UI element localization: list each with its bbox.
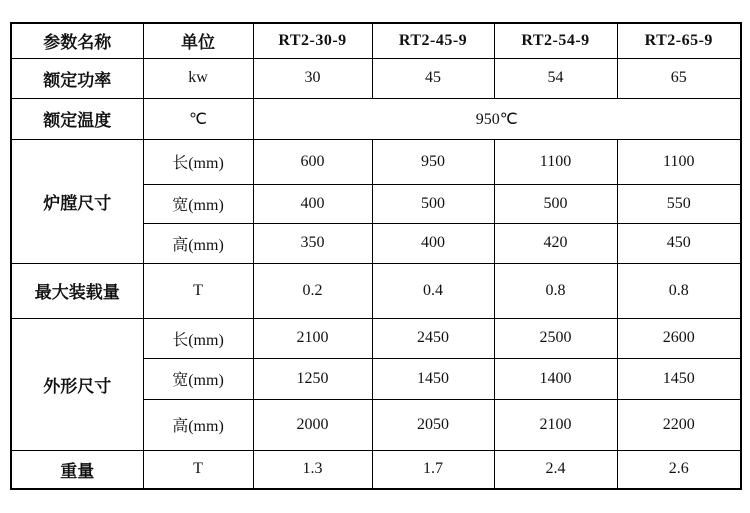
header-model-rt2-45-9: RT2-45-9 (372, 23, 494, 58)
value-cell: 400 (372, 223, 494, 263)
sub-label-length: 长(mm) (143, 318, 253, 358)
value-cell: 2000 (253, 399, 372, 450)
value-cell: 350 (253, 223, 372, 263)
value-cell: 1450 (617, 358, 741, 399)
unit-cell: T (143, 450, 253, 489)
value-cell: 54 (494, 58, 617, 98)
row-label-outer-size: 外形尺寸 (11, 318, 143, 450)
header-model-rt2-54-9: RT2-54-9 (494, 23, 617, 58)
value-cell: 500 (372, 184, 494, 223)
value-cell: 0.2 (253, 263, 372, 318)
row-rated-temp (11, 98, 741, 139)
header-model-rt2-65-9: RT2-65-9 (617, 23, 741, 58)
row-label-chamber-size: 炉膛尺寸 (11, 139, 143, 263)
value-cell: 0.8 (494, 263, 617, 318)
value-cell: 30 (253, 58, 372, 98)
unit-cell: T (143, 263, 253, 318)
row-rated-power (11, 58, 741, 98)
sub-label-height: 高(mm) (143, 223, 253, 263)
sub-label-width: 宽(mm) (143, 184, 253, 223)
row-weight (11, 450, 741, 489)
value-cell: 2600 (617, 318, 741, 358)
row-label-max-load: 最大装载量 (11, 263, 143, 318)
sub-label-length: 长(mm) (143, 139, 253, 184)
header-param-name: 参数名称 (11, 23, 143, 58)
value-cell: 2050 (372, 399, 494, 450)
header-unit: 单位 (143, 23, 253, 58)
value-cell: 2450 (372, 318, 494, 358)
header-model-rt2-30-9: RT2-30-9 (253, 23, 372, 58)
value-cell: 0.4 (372, 263, 494, 318)
row-label-rated-power: 额定功率 (11, 58, 143, 98)
value-cell: 2100 (494, 399, 617, 450)
unit-cell: kw (143, 58, 253, 98)
value-cell: 1450 (372, 358, 494, 399)
sub-label-height: 高(mm) (143, 399, 253, 450)
value-cell: 45 (372, 58, 494, 98)
value-cell: 1.7 (372, 450, 494, 489)
value-cell: 65 (617, 58, 741, 98)
value-cell: 2200 (617, 399, 741, 450)
value-cell: 2.4 (494, 450, 617, 489)
row-chamber-length (11, 139, 741, 184)
unit-cell: ℃ (143, 98, 253, 139)
value-cell: 450 (617, 223, 741, 263)
value-cell: 1400 (494, 358, 617, 399)
sub-label-width: 宽(mm) (143, 358, 253, 399)
value-cell: 420 (494, 223, 617, 263)
spec-table (10, 22, 742, 490)
value-cell-temp-merged: 950℃ (253, 98, 741, 139)
row-label-weight: 重量 (11, 450, 143, 489)
value-cell: 1.3 (253, 450, 372, 489)
row-label-rated-temp: 额定温度 (11, 98, 143, 139)
value-cell: 1100 (617, 139, 741, 184)
row-outer-length (11, 318, 741, 358)
value-cell: 2100 (253, 318, 372, 358)
value-cell: 0.8 (617, 263, 741, 318)
value-cell: 600 (253, 139, 372, 184)
value-cell: 500 (494, 184, 617, 223)
row-max-load (11, 263, 741, 318)
value-cell: 1100 (494, 139, 617, 184)
value-cell: 2500 (494, 318, 617, 358)
value-cell: 950 (372, 139, 494, 184)
header-row (11, 23, 741, 58)
value-cell: 1250 (253, 358, 372, 399)
value-cell: 400 (253, 184, 372, 223)
value-cell: 550 (617, 184, 741, 223)
value-cell: 2.6 (617, 450, 741, 489)
